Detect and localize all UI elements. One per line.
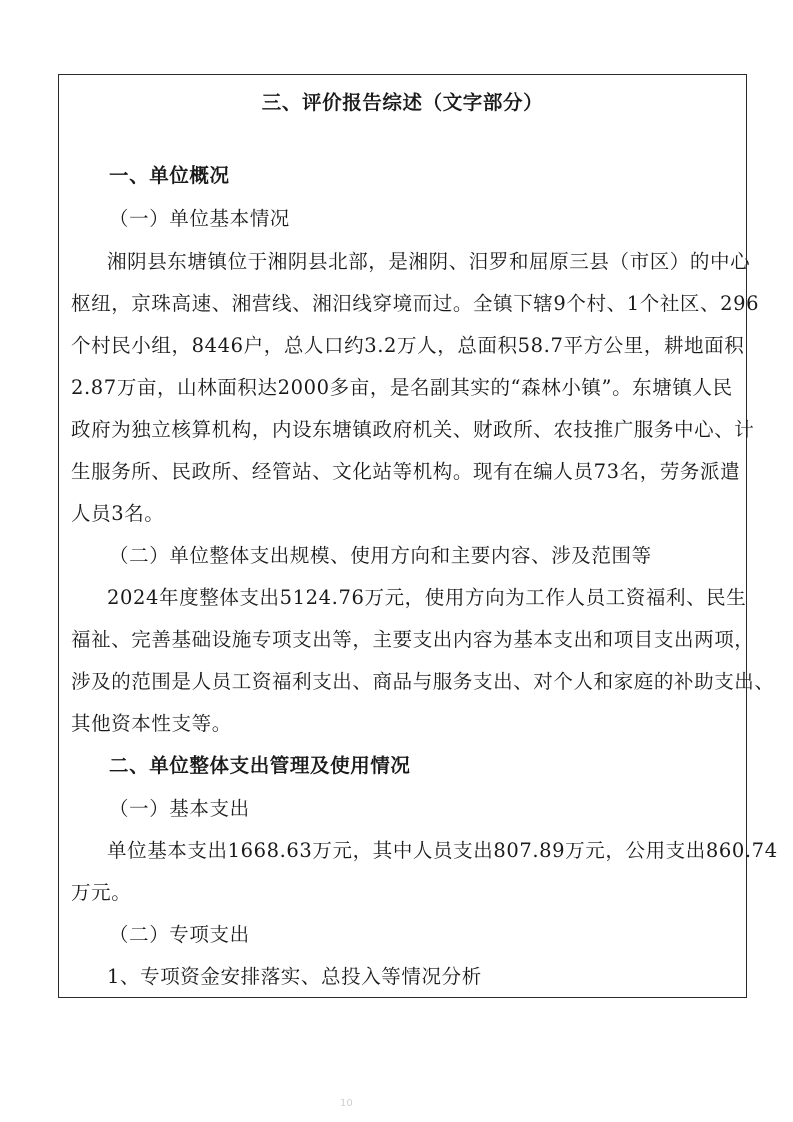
subsection-heading-special-expenditure: （二）专项支出	[109, 923, 250, 946]
paragraph-line: 2024年度整体支出5124.76万元，使用方向为工作人员工资福利、民生	[107, 586, 747, 609]
page-number: 10	[340, 1098, 353, 1109]
page-title: 三、评价报告综述（文字部分）	[261, 91, 544, 114]
list-item: 1、专项资金安排落实、总投入等情况分析	[107, 965, 482, 988]
subsection-heading-expenditure-scale: （二）单位整体支出规模、使用方向和主要内容、涉及范围等	[109, 544, 652, 567]
report-frame	[58, 74, 778, 998]
paragraph-line: 湘阴县东塘镇位于湘阴县北部，是湘阴、汨罗和屈原三县（市区）的中心	[107, 250, 751, 273]
paragraph-line: 涉及的范围是人员工资福利支出、商品与服务支出、对个人和家庭的补助支出、	[71, 670, 775, 693]
paragraph-line: 单位基本支出1668.63万元，其中人员支出807.89万元，公用支出860.74	[107, 839, 778, 862]
subsection-heading-basic-expenditure: （一）基本支出	[109, 797, 250, 820]
paragraph-line: 2.87万亩，山林面积达2000多亩，是名副其实的“森林小镇”。东塘镇人民	[71, 376, 733, 399]
paragraph-line: 生服务所、民政所、经管站、文化站等机构。现有在编人员73名，劳务派遣	[71, 460, 741, 483]
paragraph-line: 个村民小组，8446户，总人口约3.2万人，总面积58.7平方公里，耕地面积	[71, 334, 745, 357]
paragraph-line: 政府为独立核算机构，内设东塘镇政府机关、财政所、农技推广服务中心、计	[71, 418, 755, 441]
paragraph-line: 万元。	[71, 881, 132, 904]
paragraph-line: 其他资本性支等。	[71, 712, 232, 735]
section-heading-expenditure-management: 二、单位整体支出管理及使用情况	[109, 754, 411, 777]
paragraph-line: 枢纽，京珠高速、湘营线、湘汨线穿境而过。全镇下辖9个村、1个社区、296	[71, 292, 760, 315]
paragraph-line: 人员3名。	[71, 502, 165, 525]
section-heading-unit-overview: 一、单位概况	[109, 164, 230, 187]
paragraph-line: 福祉、完善基础设施专项支出等，主要支出内容为基本支出和项目支出两项，	[71, 628, 755, 651]
subsection-heading-basic-info: （一）单位基本情况	[109, 207, 290, 230]
